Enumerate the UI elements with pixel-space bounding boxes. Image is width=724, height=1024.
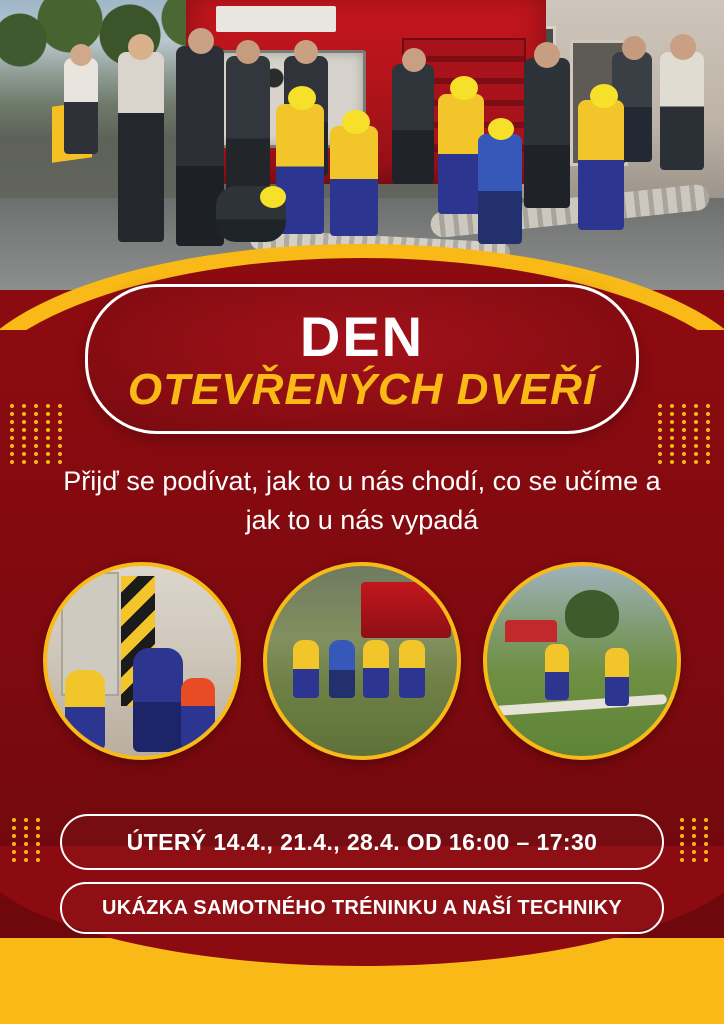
red-tent [505,620,557,642]
photo-person-firefighter [392,64,434,184]
child-figure [293,640,319,698]
photo-person-firefighter [524,58,570,208]
photo-helmet [260,186,286,208]
event-dates-badge: ÚTERÝ 14.4., 21.4., 28.4. OD 16:00 – 17:30 [60,814,664,870]
photo-gallery [0,562,724,760]
photo-person-adult [118,52,164,242]
dot-pattern-right-bottom [680,818,712,862]
intro-text: Přijď se podívat, jak to u nás chodí, co se učíme a jak to u nás vypadá [63,466,661,536]
gallery-photo-2 [263,562,461,760]
photo-person-head [670,34,696,60]
gallery-photo-1 [43,562,241,760]
child-figure [65,670,105,750]
page-subtitle-heading: OTEVŘENÝCH DVEŘÍ [127,364,597,414]
photo-person-head [70,44,92,66]
photo-child [578,100,624,230]
gallery-photo-3 [483,562,681,760]
photo-person-head [128,34,154,60]
fire-truck-small [361,582,451,638]
photo-person-head [402,48,426,72]
photo-helmet [488,118,514,140]
child-figure [545,644,569,700]
photo-helmet [342,110,370,134]
child-figure [399,640,425,698]
photo-helmet [288,86,316,110]
photo-person-head [622,36,646,60]
child-figure [605,648,629,706]
child-figure [181,678,215,748]
photo-helmet [590,84,618,108]
photo-child [330,126,378,236]
photo-person-head [188,28,214,54]
photo-person-adult [660,52,704,170]
photo-child [478,134,522,244]
child-figure [363,640,389,698]
child-figure [133,648,183,752]
hose-line [495,694,667,716]
photo-person-head [534,42,560,68]
child-figure [329,640,355,698]
title-plate [85,284,639,434]
photo-helmet [450,76,478,100]
truck-label [216,6,336,32]
photo-person-adult [64,58,98,154]
page-title: DEN [299,304,425,368]
photo-person-firefighter [226,56,270,206]
dot-pattern-left-bottom [12,818,44,862]
event-description-badge: UKÁZKA SAMOTNÉHO TRÉNINKU A NAŠÍ TECHNIKY [60,882,664,934]
photo-person-head [236,40,260,64]
photo-person-head [294,40,318,64]
dot-pattern-right [658,404,714,464]
dot-pattern-left [10,404,66,464]
tree [565,590,619,638]
